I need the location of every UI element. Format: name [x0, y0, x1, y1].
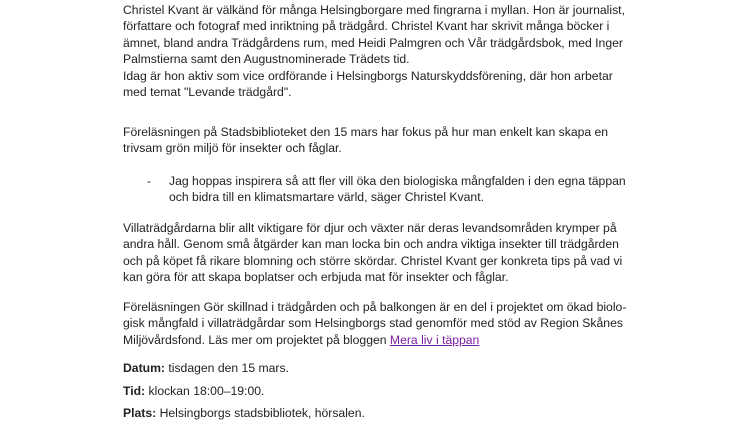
quote-line: och bidra till en klimatsmartare värld, säger Christel Kvant.	[169, 190, 484, 205]
gardens-paragraph	[123, 220, 663, 286]
lecture-paragraph	[123, 124, 663, 157]
date-value: tisdagen den 15 mars.	[164, 361, 289, 375]
gardens-line: och på köpet få rikare blomning och större skördar. Christel Kvant ger konkreta tips på vad vi	[123, 253, 623, 268]
time-value: klockan 18:00–19:00.	[145, 384, 265, 398]
intro-line: med temat "Levande trädgård".	[123, 85, 292, 100]
intro-paragraph	[123, 2, 663, 100]
time-row	[123, 383, 663, 399]
place-label: Plats:	[123, 406, 157, 420]
intro-line: Christel Kvant är välkänd för många Helsingborgare med fingrarna i myllan. Hon är journalist,	[123, 3, 625, 17]
project-line	[123, 332, 663, 348]
intro-line: Idag är hon aktiv som vice ordförande i Helsingborgs Naturskyddsförening, där hon arbetar	[123, 68, 613, 83]
lecture-line: trivsam grön miljö för insekter och fåglar.	[123, 141, 342, 156]
project-paragraph	[123, 299, 663, 348]
gardens-line: Villaträdgårdarna blir allt viktigare för djur och växter när deras levandsområden krymper på	[123, 221, 617, 235]
quote-paragraph	[169, 173, 669, 206]
date-row	[123, 360, 663, 376]
gardens-line: andra håll. Genom små åtgärder kan man locka bin och andra viktiga insekter till trädgården	[123, 237, 619, 252]
lecture-line: Föreläsningen på Stadsbiblioteket den 15 mars har fokus på hur man enkelt kan skapa en	[123, 125, 609, 139]
project-line: gisk mångfald i villaträdgårdar som Helsingborgs stad genomför med stöd av Region Skånes	[123, 316, 623, 331]
project-line: Föreläsningen Gör skillnad i trädgården och på balkongen är en del i projektet om ökad biolo-	[123, 300, 627, 314]
quote-dash: -	[147, 174, 152, 188]
gardens-line: kan göra för att skapa boplatser och erbjuda mat för insekter och fåglar.	[123, 270, 509, 285]
date-label: Datum:	[123, 361, 165, 375]
place-value: Helsingborgs stadsbibliotek, hörsalen.	[156, 406, 365, 420]
intro-line: författare och fotograf med inriktning på trädgård. Christel Kvant har skrivit många böcker i	[123, 19, 610, 34]
quote-line: Jag hoppas inspirera så att fler vill öka den biologiska mångfalden i den egna täppan	[169, 174, 626, 188]
time-label: Tid:	[123, 384, 146, 398]
blog-link[interactable]: Mera liv i täppan	[389, 332, 480, 347]
intro-line: Palmstierna samt den Augustnominerade Trädets tid.	[123, 52, 410, 67]
intro-line: ämnet, bland andra Trädgårdens rum, med Heidi Palmgren och Vår trädgårdsbok, med Inger	[123, 35, 623, 50]
project-last-line-text: Miljövårdsfond. Läs mer om projektet på bloggen	[123, 332, 390, 347]
